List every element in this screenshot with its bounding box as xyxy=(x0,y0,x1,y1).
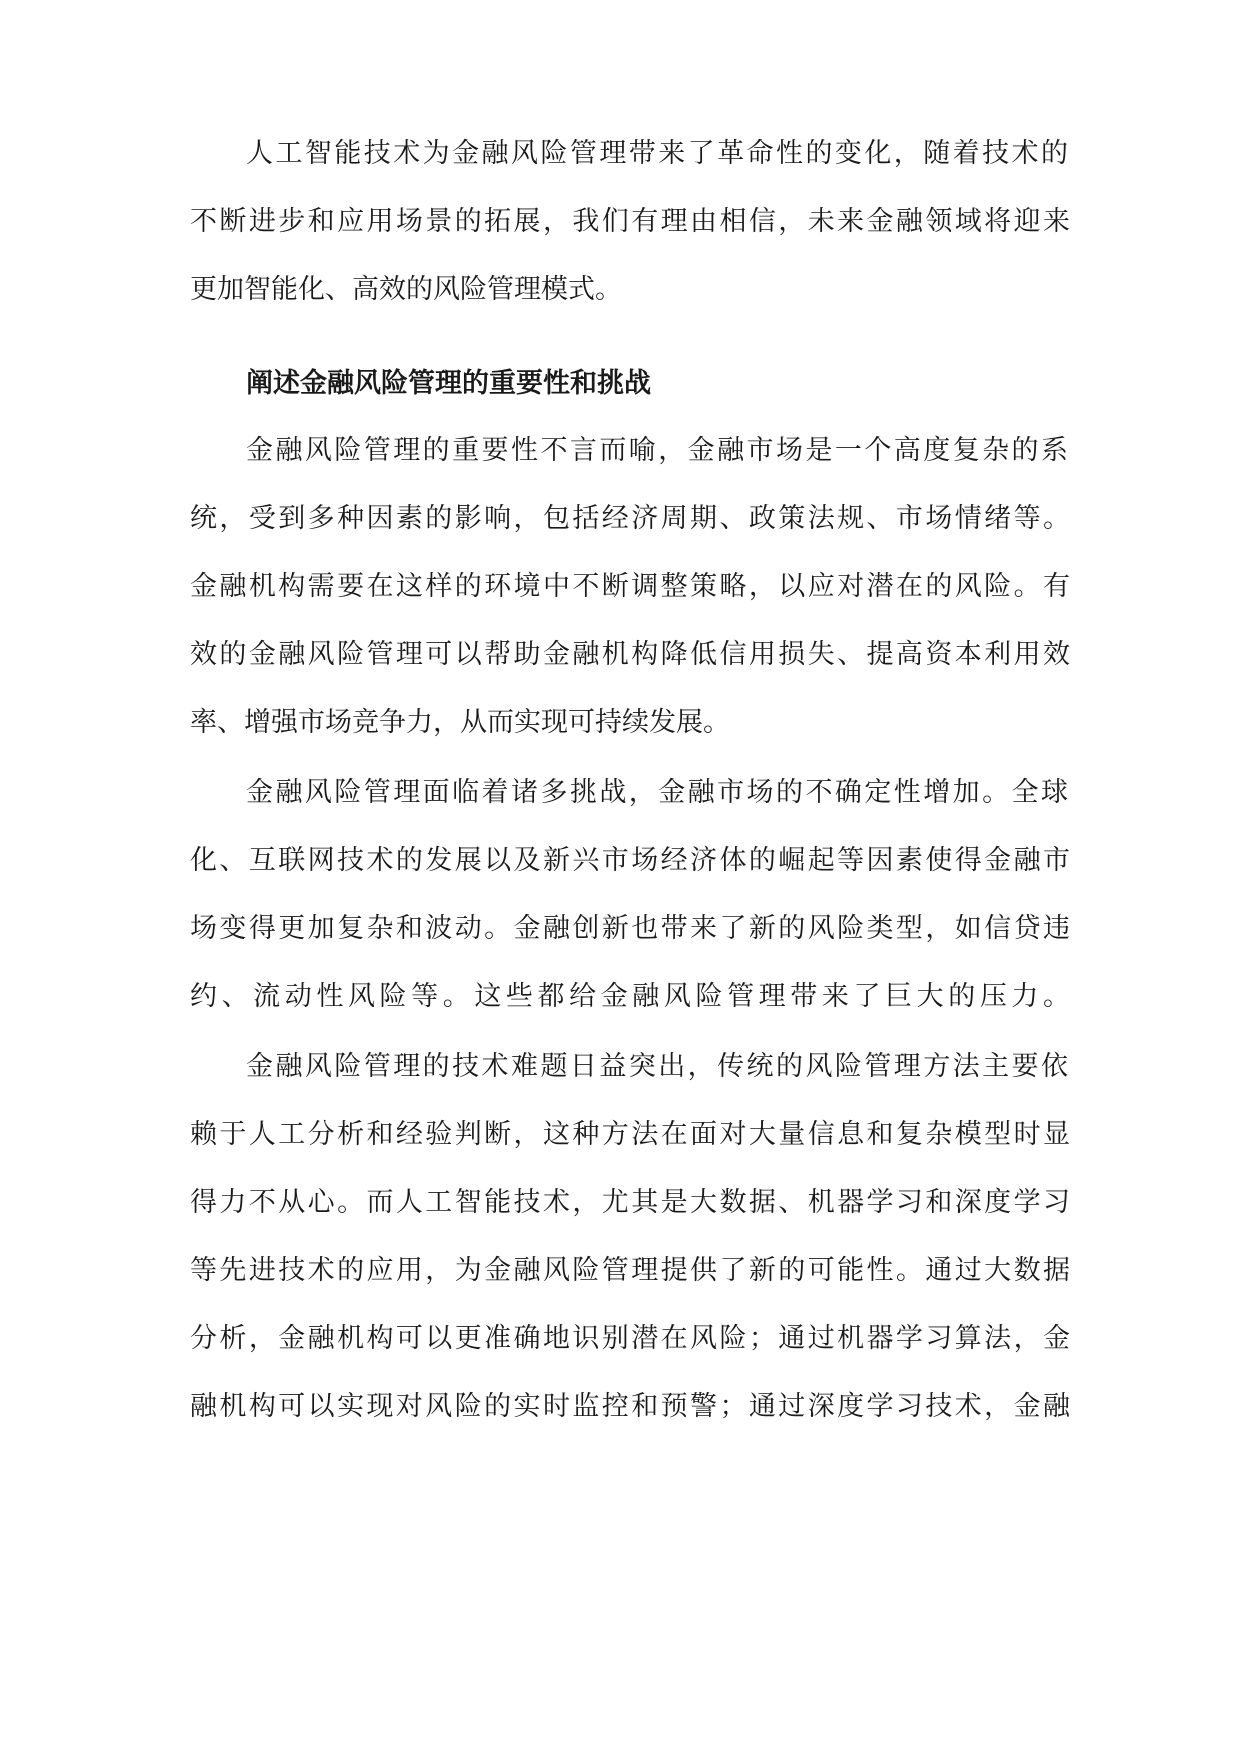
paragraph-line: 金融风险管理面临着诸多挑战，金融市场的不确定性增加。全球 xyxy=(246,777,1071,808)
paragraph-line: 金融风险管理的技术难题日益突出，传统的风险管理方法主要依 xyxy=(246,1051,1071,1082)
paragraph-line: 等先进技术的应用，为金融风险管理提供了新的可能性。通过大数据 xyxy=(190,1255,1073,1286)
paragraph-line: 约、流动性风险等。这些都给金融风险管理带来了巨大的压力。 xyxy=(190,981,1075,1012)
paragraph-line: 融机构可以实现对风险的实时监控和预警；通过深度学习技术，金融 xyxy=(190,1391,1073,1422)
paragraph-line: 金融风险管理的重要性不言而喻，金融市场是一个高度复杂的系 xyxy=(246,435,1071,466)
paragraph-line: 化、互联网技术的发展以及新兴市场经济体的崛起等因素使得金融市 xyxy=(190,845,1073,876)
paragraph-line: 率、增强市场竞争力，从而实现可持续发展。 xyxy=(190,707,730,738)
paragraph-line: 不断进步和应用场景的拓展，我们有理由相信，未来金融领域将迎来 xyxy=(190,206,1073,237)
paragraph-line: 赖于人工分析和经验判断，这种方法在面对大量信息和复杂模型时显 xyxy=(190,1119,1073,1150)
paragraph-line: 效的金融风险管理可以帮助金融机构降低信用损失、提高资本利用效 xyxy=(190,639,1073,670)
paragraph-line: 统，受到多种因素的影响，包括经济周期、政策法规、市场情绪等。 xyxy=(190,503,1073,534)
paragraph-line: 金融机构需要在这样的环境中不断调整策略，以应对潜在的风险。有 xyxy=(190,571,1073,602)
paragraph-line: 场变得更加复杂和波动。金融创新也带来了新的风险类型，如信贷违 xyxy=(190,913,1073,944)
paragraph-line: 更加智能化、高效的风险管理模式。 xyxy=(190,274,622,305)
paragraph-line: 分析，金融机构可以更准确地识别潜在风险；通过机器学习算法，金 xyxy=(190,1323,1073,1354)
section-heading: 阐述金融风险管理的重要性和挑战 xyxy=(246,368,651,399)
paragraph-line: 得力不从心。而人工智能技术，尤其是大数据、机器学习和深度学习 xyxy=(190,1187,1073,1218)
paragraph-line: 人工智能技术为金融风险管理带来了革命性的变化，随着技术的 xyxy=(246,138,1071,169)
